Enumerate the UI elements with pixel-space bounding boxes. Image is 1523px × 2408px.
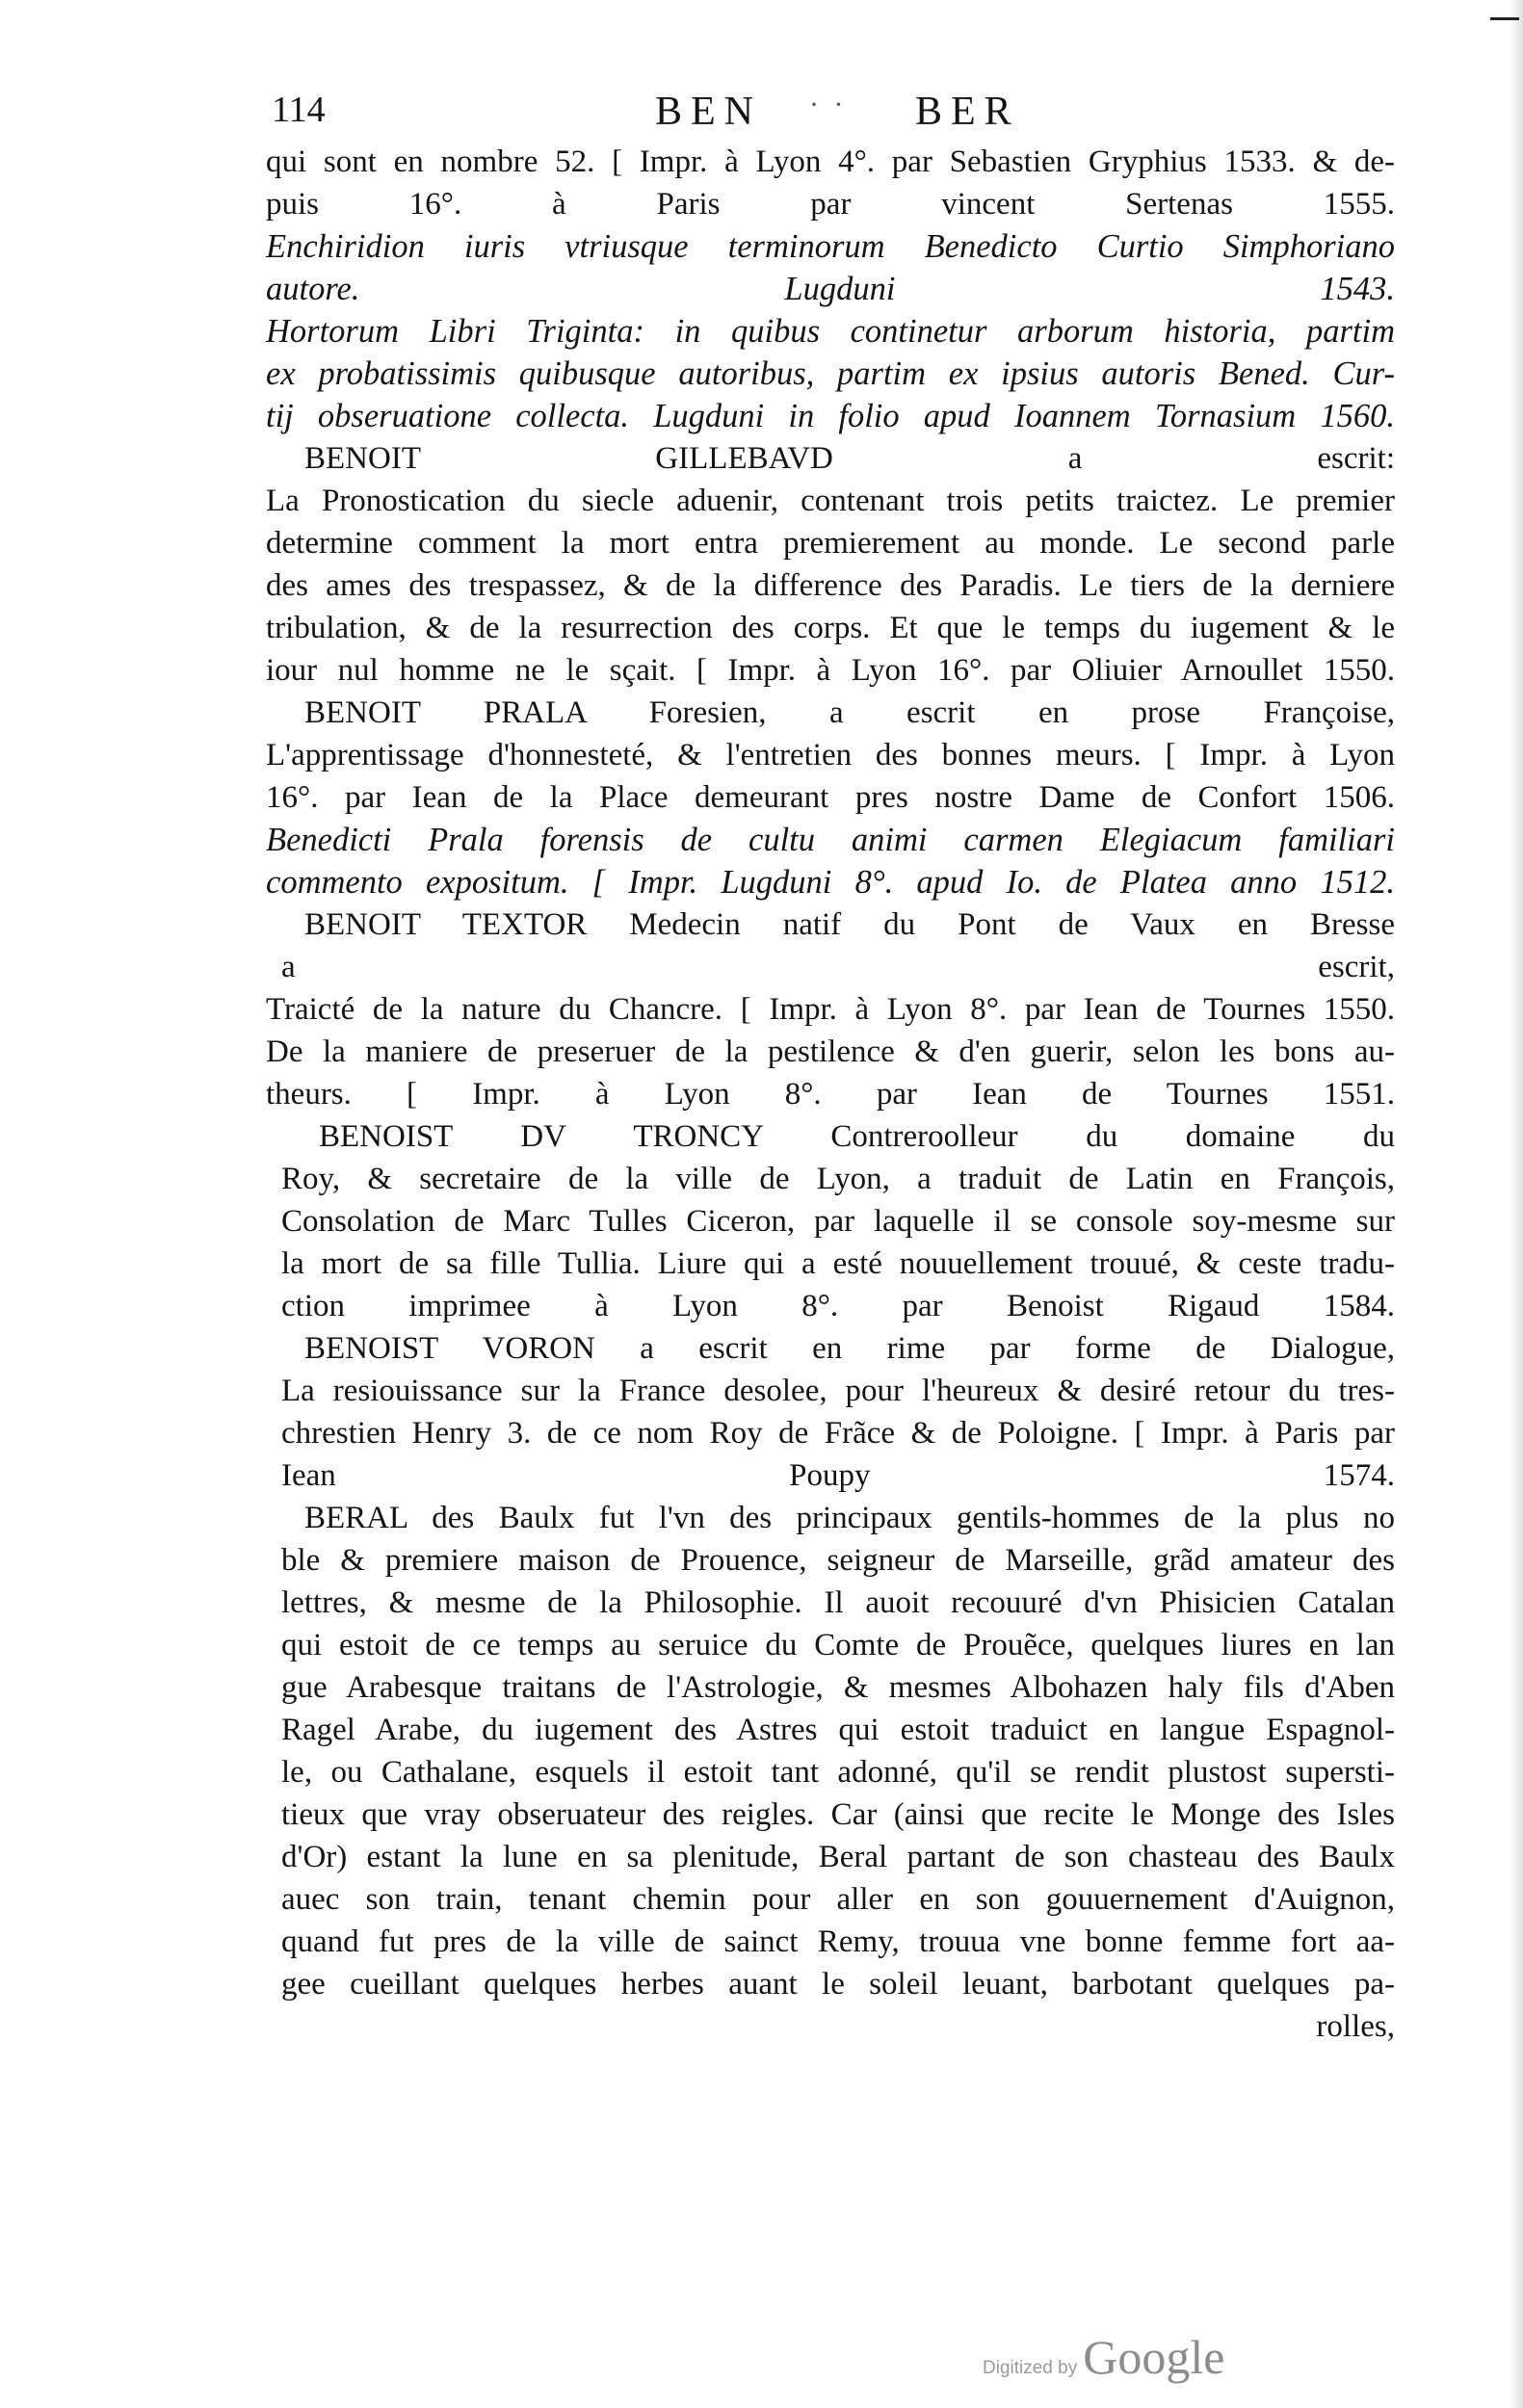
text-line: Enchiridion iuris vtriusque terminorum Benedicto Curtio Simphoriano <box>266 228 1395 265</box>
text-line: tij obseruatione collecta. Lugduni in folio apud Ioannem Tornasium 1560. <box>266 398 1395 434</box>
text-line: BENOIT TEXTOR Medecin natif du Pont de Vaux en Bresse <box>304 907 1395 942</box>
text-line: autore. Lugduni 1543. <box>266 271 1395 307</box>
corner-mark <box>1490 17 1519 20</box>
running-header <box>0 89 1523 146</box>
text-block <box>266 141 1395 2048</box>
page-number: 114 <box>272 90 326 130</box>
running-head-left: BEN <box>655 90 762 134</box>
text-line: Hortorum Libri Triginta: in quibus continetur arborum historia, partim <box>266 313 1395 350</box>
text-line: tribulation, & de la resurrection des corps. Et que le temps du iugement & le <box>266 611 1395 645</box>
text-line: tieux que vray obseruateur des reigles. Car (ainsi que recite le Monge des Isles <box>281 1797 1395 1832</box>
google-logo: Google <box>1083 2330 1225 2384</box>
text-line: L'apprentissage d'honnesteté, & l'entretien des bonnes meurs. [ Impr. à Lyon <box>266 738 1395 772</box>
text-line: a escrit, <box>281 950 1395 984</box>
text-line: La Pronostication du siecle aduenir, contenant trois petits traictez. Le premier <box>266 484 1395 518</box>
text-line: Benedicti Prala forensis de cultu animi carmen Elegiacum familiari <box>266 822 1395 858</box>
text-line: commento expositum. [ Impr. Lugduni 8°. apud Io. de Platea anno 1512. <box>266 864 1395 901</box>
text-line: gue Arabesque traitans de l'Astrologie, & mesmes Albohazen haly fils d'Aben <box>281 1670 1395 1705</box>
text-line: Ragel Arabe, du iugement des Astres qui estoit traduict en langue Espagnol- <box>281 1713 1395 1747</box>
digitized-by-watermark <box>983 2329 1224 2387</box>
text-line: BERAL des Baulx fut l'vn des principaux gentils-hommes de la plus no <box>304 1501 1395 1535</box>
text-line: qui estoit de ce temps au seruice du Comte de Prouẽce, quelques liures en lan <box>281 1628 1395 1662</box>
text-line: BENOIT GILLEBAVD a escrit: <box>304 441 1395 476</box>
page-edge-shadow <box>1510 0 1523 2408</box>
running-head-right: BER <box>915 90 1020 134</box>
text-line: determine comment la mort entra premierement au monde. Le second parle <box>266 526 1395 561</box>
text-line: Roy, & secretaire de la ville de Lyon, a traduit de Latin en François, <box>281 1162 1395 1196</box>
text-line: Iean Poupy 1574. <box>281 1458 1395 1493</box>
text-line: ex probatissimis quibusque autoribus, partim ex ipsius autoris Bened. Cur- <box>266 355 1395 392</box>
text-line: la mort de sa fille Tullia. Liure qui a esté nouuellement trouué, & ceste tradu- <box>281 1246 1395 1281</box>
text-line: rolles, <box>1316 2009 1395 2044</box>
text-line: le, ou Cathalane, esquels il estoit tant adonné, qu'il se rendit plustost supersti- <box>281 1755 1395 1790</box>
digitized-by-label: Digitized by <box>983 2358 1078 2378</box>
text-line: iour nul homme ne le sçait. [ Impr. à Lyon 16°. par Oliuier Arnoullet 1550. <box>266 653 1395 688</box>
text-line: ble & premiere maison de Prouence, seigneur de Marseille, grãd amateur des <box>281 1543 1395 1578</box>
text-line: Traicté de la nature du Chancre. [ Impr. à Lyon 8°. par Iean de Tournes 1550. <box>266 992 1395 1027</box>
text-line: puis 16°. à Paris par vincent Sertenas 1555. <box>266 187 1395 222</box>
text-line: qui sont en nombre 52. [ Impr. à Lyon 4°. par Sebastien Gryphius 1533. & de- <box>266 144 1395 179</box>
text-line: theurs. [ Impr. à Lyon 8°. par Iean de Tournes 1551. <box>266 1077 1395 1112</box>
text-line: 16°. par Iean de la Place demeurant pres nostre Dame de Confort 1506. <box>266 780 1395 815</box>
text-line: d'Or) estant la lune en sa plenitude, Beral partant de son chasteau des Baulx <box>281 1840 1395 1874</box>
text-line: des ames des trespassez, & de la difference des Paradis. Le tiers de la derniere <box>266 568 1395 603</box>
running-head-separator: · · <box>809 89 848 120</box>
text-line: Consolation de Marc Tulles Ciceron, par laquelle il se console soy-mesme sur <box>281 1204 1395 1239</box>
text-line: chrestien Henry 3. de ce nom Roy de Frãce & de Poloigne. [ Impr. à Paris par <box>281 1416 1395 1451</box>
text-line: BENOIST VORON a escrit en rime par forme de Dialogue, <box>304 1331 1395 1366</box>
text-line: BENOIST DV TRONCY Contreroolleur du domaine du <box>319 1119 1395 1154</box>
text-line: De la maniere de preseruer de la pestilence & d'en guerir, selon les bons au- <box>266 1034 1395 1069</box>
text-line: La resiouissance sur la France desolee, pour l'heureux & desiré retour du tres- <box>281 1374 1395 1408</box>
text-line: auec son train, tenant chemin pour aller en son gouuernement d'Auignon, <box>281 1882 1395 1917</box>
text-line: ction imprimee à Lyon 8°. par Benoist Rigaud 1584. <box>281 1289 1395 1323</box>
text-line: lettres, & mesme de la Philosophie. Il auoit recouuré d'vn Phisicien Catalan <box>281 1585 1395 1620</box>
text-line: quand fut pres de la ville de sainct Remy, trouua vne bonne femme fort aa- <box>281 1924 1395 1959</box>
text-line: gee cueillant quelques herbes auant le soleil leuant, barbotant quelques pa- <box>281 1967 1395 2002</box>
text-line: BENOIT PRALA Foresien, a escrit en prose Françoise, <box>304 695 1395 730</box>
